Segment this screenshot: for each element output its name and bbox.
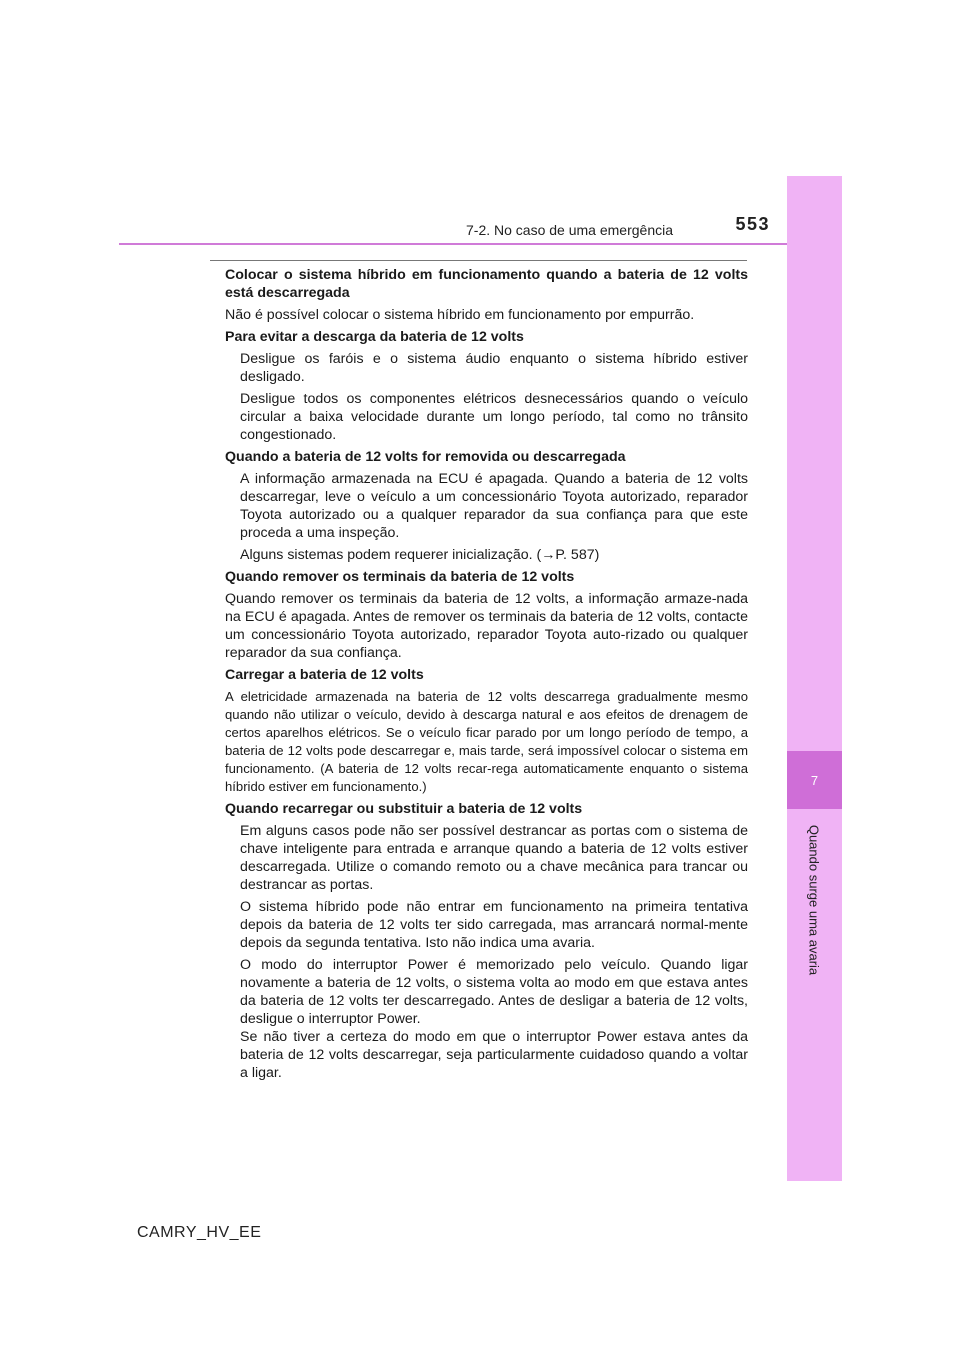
footer-model-code: CAMRY_HV_EE <box>137 1224 262 1241</box>
chapter-sidebar-strip <box>787 176 842 1181</box>
page-number: 553 <box>735 214 770 234</box>
chapter-number-tab[interactable] <box>787 751 842 809</box>
page-body <box>225 266 748 1086</box>
chapter-title: Quando surge uma avaria <box>806 824 822 976</box>
content-divider <box>210 260 747 261</box>
heading-battery-removed: Quando a bateria de 12 volts for removida ou descarregada <box>225 449 626 465</box>
heading-avoid-discharge: Para evitar a descarga da bateria de 12 volts <box>225 329 524 345</box>
paragraph: O sistema híbrido pode não entrar em funcionamento na primeira tentativa depois da bateria de 12 volts ter sido carregada, mas arrancará normal-mente depois da segunda tentativa. Isto não indica uma avaria. <box>240 899 748 951</box>
paragraph: A eletricidade armazenada na bateria de 12 volts descarrega gradualmente mesmo quando não utilizar o veículo, devido à descarga natural e aos efeitos de drenagem de certos aparelhos elétricos. Se o veículo ficar parado por um longo período de tempo, a bateria de 12 volts pode descarregar e, mais tarde, será impossível colocar o sistema em funcionamento. (A bateria de 12 volts recar-rega automaticamente enquanto o sistema híbrido estiver em funcionamento.) <box>225 689 748 794</box>
heading-charge-battery: Carregar a bateria de 12 volts <box>225 667 424 683</box>
chapter-number: 7 <box>810 772 819 788</box>
paragraph-page-reference: Alguns sistemas podem requerer inicialização. (→P. 587) <box>240 547 600 563</box>
section-title: 7-2. No caso de uma emergência <box>466 222 673 238</box>
paragraph: O modo do interruptor Power é memorizado pelo veículo. Quando ligar novamente a bateria de 12 volts, o sistema volta ao modo em que estava antes da bateria de 12 volts ter descarregado. Antes de desligar a bateria de 12 volts, desligue o interruptor Power. <box>240 957 748 1027</box>
paragraph: Não é possível colocar o sistema híbrido em funcionamento por empurrão. <box>225 307 695 323</box>
heading-recharge-replace: Quando recarregar ou substituir a bateria de 12 volts <box>225 801 583 817</box>
paragraph: Se não tiver a certeza do modo em que o interruptor Power estava antes da bateria de 12 volts descarregar, seja particularmente cuidadoso quando a voltar a ligar. <box>240 1029 748 1081</box>
paragraph: Em alguns casos pode não ser possível destrancar as portas com o sistema de chave inteligente para entrada e arranque quando a bateria de 12 volts estiver descarregada. Utilize o comando remoto ou a chave mecânica para trancar ou destrancar as portas. <box>240 823 748 893</box>
heading-start-discharged: Colocar o sistema híbrido em funcionamento quando a bateria de 12 volts está descarregada <box>225 267 748 301</box>
header-rule <box>119 243 787 245</box>
heading-remove-terminals: Quando remover os terminais da bateria de 12 volts <box>225 569 575 585</box>
paragraph: Desligue os faróis e o sistema áudio enquanto o sistema híbrido estiver desligado. <box>240 351 748 385</box>
paragraph: Desligue todos os componentes elétricos desnecessários quando o veículo circular a baixa velocidade durante um longo período, tal como no trânsito congestionado. <box>240 391 748 443</box>
paragraph: Quando remover os terminais da bateria de 12 volts, a informação armaze-nada na ECU é apagada. Antes de remover os terminais da bateria de 12 volts, contacte um concessionário Toyota autorizado, reparador Toyota auto-rizado ou qualquer reparador da sua confiança. <box>225 591 748 661</box>
paragraph: A informação armazenada na ECU é apagada. Quando a bateria de 12 volts descarregar, leve o veículo a um concessionário Toyota autorizado, reparador Toyota autorizado ou a qualquer reparador da sua confiança para que este proceda a uma inspeção. <box>240 471 748 541</box>
